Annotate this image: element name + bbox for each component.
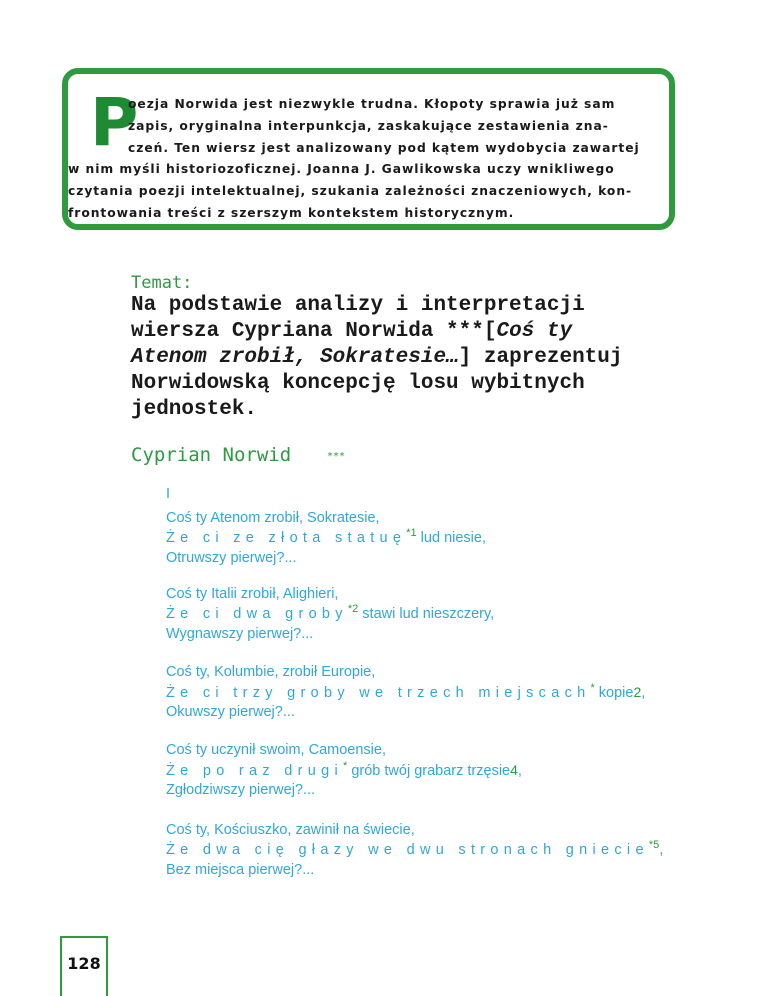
poem-line: Bez miejsca pierwej?...: [166, 862, 315, 878]
page-number-box: [60, 936, 108, 996]
topic-text: wiersza Cypriana Norwida ***[: [131, 320, 497, 343]
spaced-text: Że ci dwa groby: [166, 606, 348, 622]
spaced-text: Że ci ze złota statuę: [166, 530, 407, 546]
poem-text: ,: [517, 763, 522, 779]
poem-text: lud niesie,: [416, 530, 486, 546]
poem-line: Coś ty, Kolumbie, zrobił Europie,: [166, 664, 376, 680]
poem-line: [166, 839, 664, 858]
poem-text: ,: [659, 842, 664, 858]
topic-line: jednostek.: [131, 398, 258, 421]
footnote-marker: *: [590, 682, 595, 694]
poem-line: Wygnawszy pierwej?...: [166, 626, 314, 642]
intro-line: zapis, oryginalna interpunkcja, zaskakujące zestawienia zna-: [128, 118, 609, 133]
topic-title: [131, 293, 671, 423]
footnote-marker: *: [343, 760, 348, 772]
intro-box: [62, 68, 675, 230]
poem-text: ,: [641, 685, 646, 701]
topic-label: Temat:: [131, 273, 193, 293]
poem-line: Coś ty Italii zrobił, Alighieri,: [166, 586, 339, 602]
poem-title-italic: Coś ty: [496, 320, 573, 343]
intro-line: czeń. Ten wiersz jest analizowany pod kątem wydobycia zawartej: [128, 140, 640, 155]
footnote-number: 4: [510, 762, 518, 778]
topic-line: [131, 319, 671, 345]
spaced-text: Że dwa cię głazy we dwu stronach gniecie: [166, 842, 649, 858]
footnote-marker: *5: [648, 839, 660, 851]
intro-line: oezja Norwida jest niezwykle trudna. Kłopoty sprawia już sam: [128, 97, 616, 111]
intro-line: w nim myśli historiozoficznej. Joanna J. Gawlikowska uczy wnikliwego: [68, 162, 615, 177]
spaced-text: Że po raz drugi: [166, 763, 344, 779]
poem-text: stawi lud nieszczery,: [358, 606, 495, 622]
poem-author: Cyprian Norwid: [131, 444, 292, 466]
poem-line: Coś ty Atenom zrobił, Sokratesie,: [166, 510, 380, 526]
intro-text: [68, 94, 651, 225]
poem-line: Zgłodziwszy pierwej?...: [166, 782, 316, 798]
poem-text: grób twój grabarz trzęsie: [347, 763, 511, 779]
poem-line: [166, 527, 486, 546]
poem-part-numeral: I: [166, 486, 171, 502]
dropcap: P: [90, 84, 139, 161]
poem-title-stars: ***: [327, 451, 346, 462]
poem-text: kopie: [594, 685, 634, 701]
page-number: 128: [67, 954, 101, 973]
intro-line: czytania poezji intelektualnej, szukania zależności znaczeniowych, kon-: [68, 184, 633, 199]
topic-text: ] zaprezentuj: [458, 346, 623, 369]
poem-line: Okuwszy pierwej?...: [166, 704, 295, 720]
topic-line: [131, 345, 671, 371]
footnote-marker: *1: [406, 527, 417, 539]
footnote-number: 2: [633, 684, 642, 700]
poem-line: [166, 762, 522, 779]
poem-line: [166, 684, 645, 701]
poem-line: Coś ty uczynił swoim, Camoensie,: [166, 742, 386, 758]
footnote-marker: *2: [347, 603, 359, 615]
poem-line: Coś ty, Kościuszko, zawinił na świecie,: [166, 822, 415, 838]
poem-line: [166, 603, 495, 622]
topic-line: Na podstawie analizy i interpretacji: [131, 294, 585, 317]
poem-line: Otruwszy pierwej?...: [166, 550, 297, 566]
poem-title-italic: Atenom zrobił, Sokratesie…: [131, 346, 459, 369]
spaced-text: Że ci trzy groby we trzech miejscach: [166, 685, 591, 701]
intro-line: frontowania treści z szerszym kontekstem historycznym.: [68, 205, 515, 220]
topic-line: Norwidowską koncepcję losu wybitnych: [131, 372, 585, 395]
